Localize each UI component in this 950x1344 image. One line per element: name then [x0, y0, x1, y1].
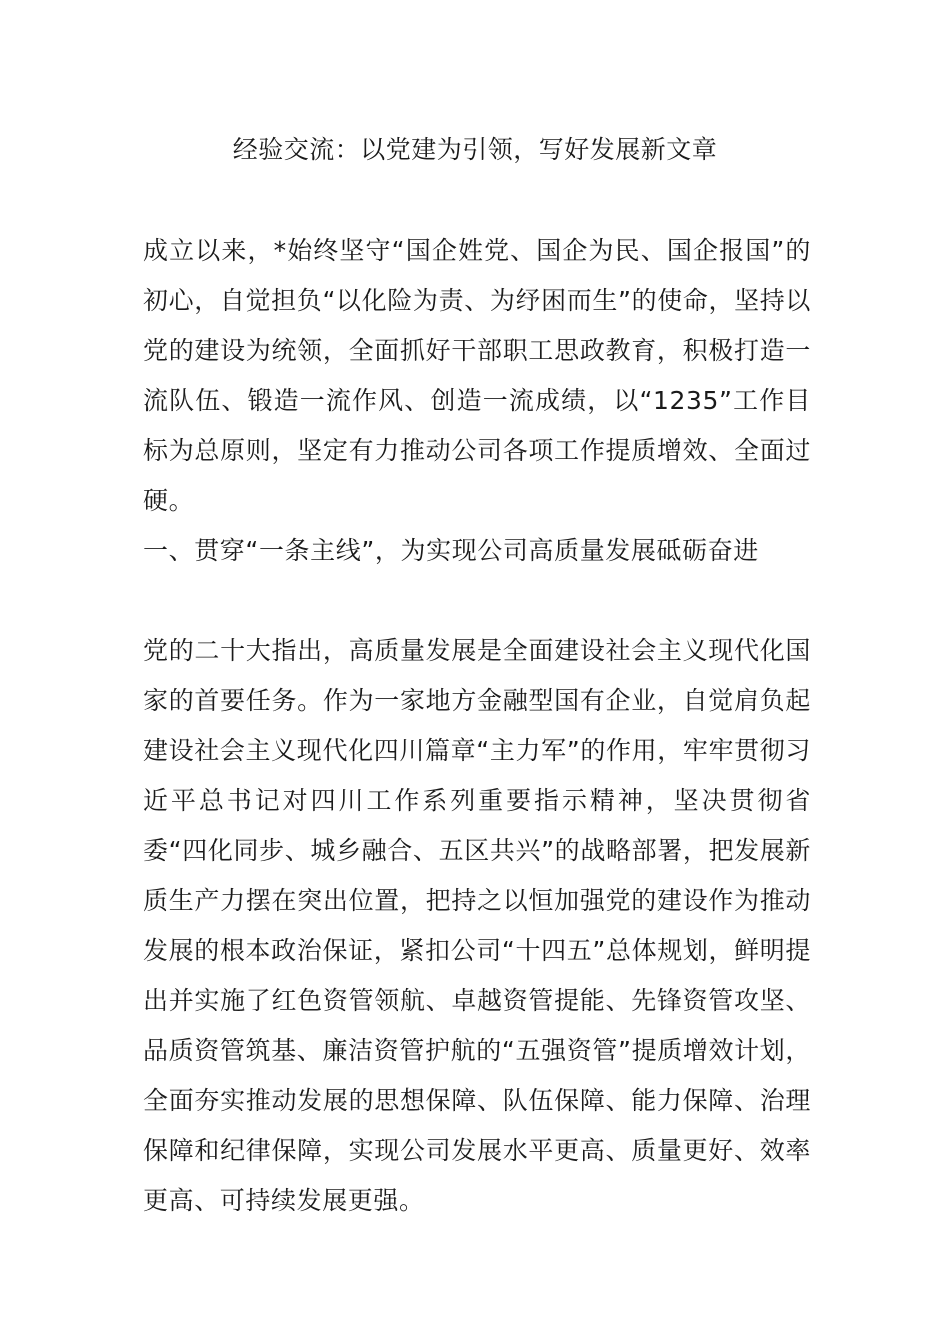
- intro-paragraph: 成立以来，*始终坚守“国企姓党、国企为民、国企报国”的初心，自觉担负“以化险为责、为纾困而生”的使命，坚持以党的建设为统领，全面抓好干部职工思政教育，积极打造一流队伍、锻造一流作风、创造一流成绩，以“1235”工作目标为总原则，坚定有力推动公司各项工作提质增效、全面过硬。: [143, 236, 811, 515]
- section-heading: 一、贯穿“一条主线”，为实现公司高质量发展砥砺奋进: [143, 536, 759, 565]
- section-paragraph: 党的二十大指出，高质量发展是全面建设社会主义现代化国家的首要任务。作为一家地方金融型国有企业，自觉肩负起建设社会主义现代化四川篇章“主力军”的作用，牢牢贯彻习近平总书记对四川工作系列重要指示精神，坚决贯彻省委“四化同步、城乡融合、五区共兴”的战略部署，把发展新质生产力摆在突出位置，把持之以恒加强党的建设作为推动发展的根本政治保证，紧扣公司“十四五”总体规划，鲜明提出并实施了红色资管领航、卓越资管提能、先锋资管攻坚、品质资管筑基、廉洁资管护航的“五强资管”提质增效计划，全面夯实推动发展的思想保障、队伍保障、能力保障、治理保障和纪律保障，实现公司发展水平更高、质量更好、效率更高、可持续发展更强。: [143, 636, 811, 1215]
- document-title: 经验交流：以党建为引领，写好发展新文章: [232, 135, 718, 164]
